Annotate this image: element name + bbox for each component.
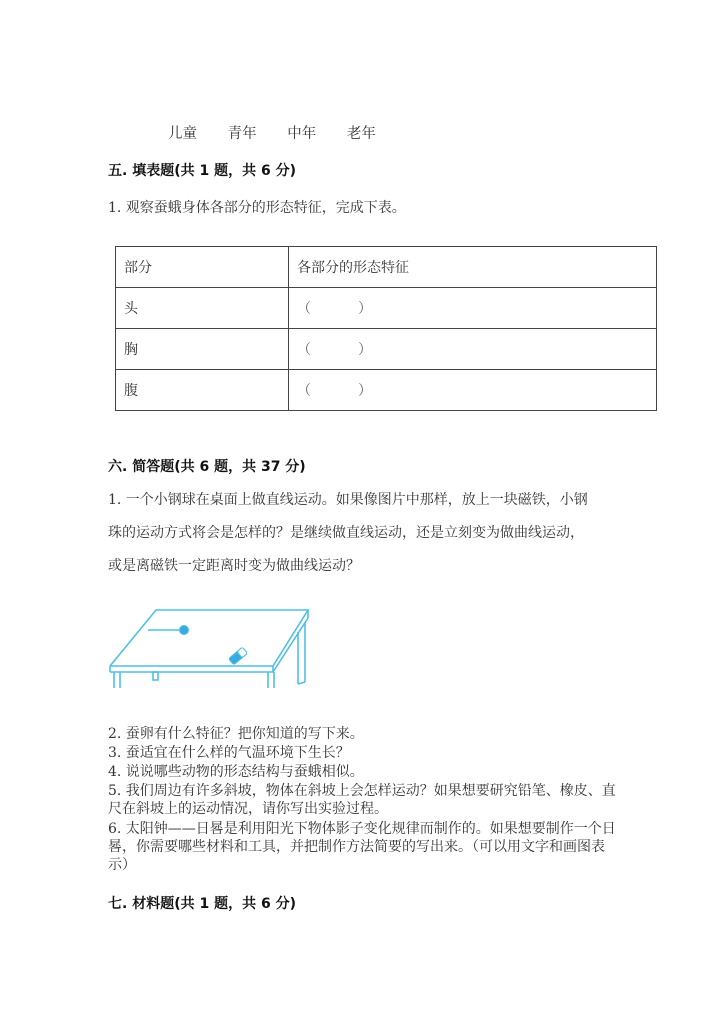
table-magnet-figure xyxy=(108,604,313,690)
section6-question5: 5. 我们周边有许多斜坡，物体在斜坡上会怎样运动？如果想要研究铅笔、橡皮、直尺在斜坡上的运动情况，请你写出实验过程。 xyxy=(108,783,616,817)
answer-blank[interactable]: （ ） xyxy=(289,329,657,370)
option-child: 儿童 xyxy=(168,126,197,142)
option-elderly: 老年 xyxy=(346,126,376,142)
section6-title: 六. 简答题(共 6 题，共 37 分) xyxy=(108,459,306,475)
option-youth: 青年 xyxy=(227,126,257,142)
header-part: 部分 xyxy=(116,247,289,288)
row-part: 胸 xyxy=(116,329,289,370)
option-middle-age: 中年 xyxy=(287,126,317,142)
answer-blank[interactable]: （ ） xyxy=(289,370,657,411)
features-table xyxy=(115,246,657,411)
age-options xyxy=(168,122,402,143)
section7-title: 七. 材料题(共 1 题，共 6 分) xyxy=(108,896,296,912)
section6-question4: 4. 说说哪些动物的形态结构与蚕蛾相似。 xyxy=(108,764,364,780)
table-header-row xyxy=(116,247,657,288)
header-features: 各部分的形态特征 xyxy=(289,247,657,288)
section5-title: 五. 填表题(共 1 题，共 6 分) xyxy=(108,163,296,179)
section6-question6: 6. 太阳钟——日晷是利用阳光下物体影子变化规律而制作的。如果想要制作一个日晷，你需要哪些材料和工具，并把制作方法简要的写出来。（可以用文字和画图表示） xyxy=(108,821,616,873)
section5-question1: 1. 观察蚕蛾身体各部分的形态特征，完成下表。 xyxy=(108,200,406,216)
magnet-icon xyxy=(229,647,248,665)
section6-question3: 3. 蚕适宜在什么样的气温环境下生长？ xyxy=(108,745,350,761)
section6-question1: 1. 一个小钢球在桌面上做直线运动。如果像图片中那样，放上一块磁铁，小钢 珠的运动方式将会是怎样的？是继续做直线运动，还是立刻变为做曲线运动， 或是离磁铁一定距离时变为做曲线运动？ xyxy=(108,492,588,574)
answer-blank[interactable]: （ ） xyxy=(289,288,657,329)
table-row xyxy=(116,288,657,329)
section6-question2: 2. 蚕卵有什么特征？把你知道的写下来。 xyxy=(108,726,364,742)
row-part: 头 xyxy=(116,288,289,329)
table-row xyxy=(116,329,657,370)
table-row xyxy=(116,370,657,411)
steel-ball-icon xyxy=(180,626,189,635)
row-part: 腹 xyxy=(116,370,289,411)
